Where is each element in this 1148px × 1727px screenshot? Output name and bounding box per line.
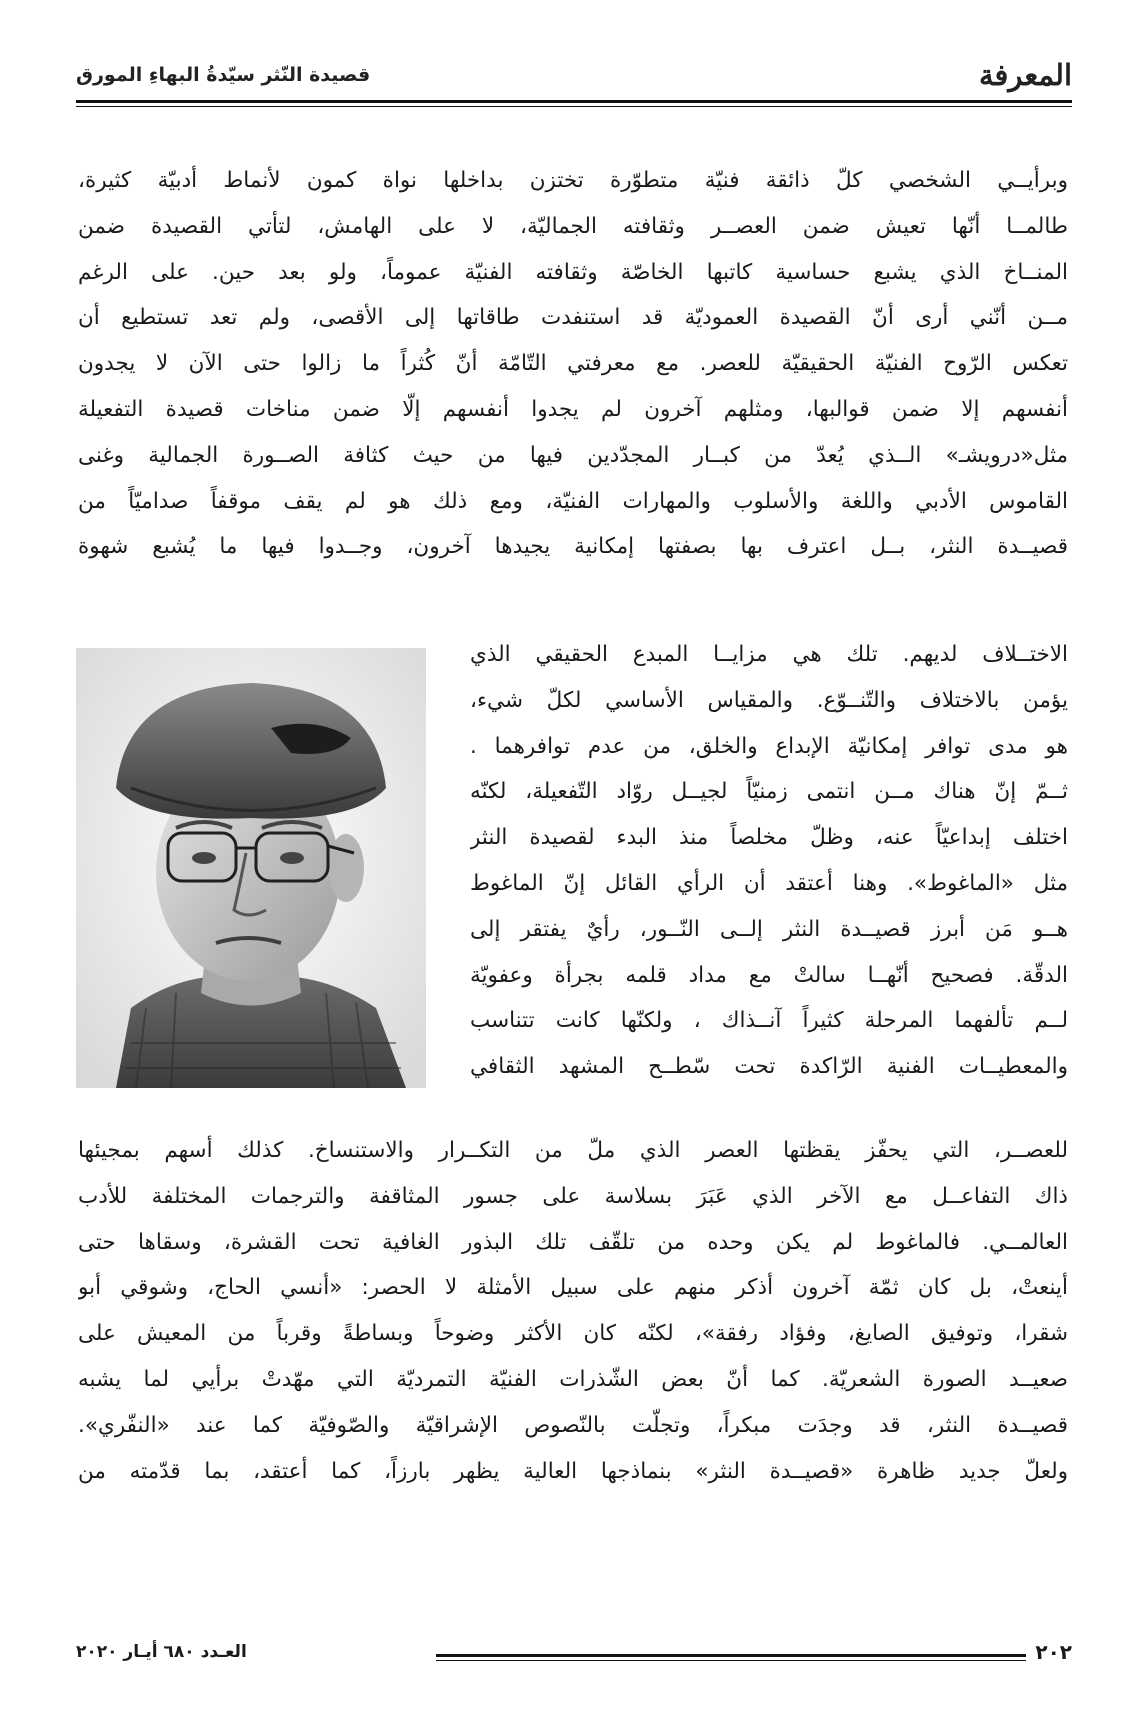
page-header: [76, 58, 1072, 104]
page-number: ٢٠٢: [1035, 1640, 1072, 1664]
text-line: قصيــدة النثر، بــل اعترف بها بصفتها إمكانية يجيدها آخرون، وجــدوا فيها ما يُشبع شهوة: [78, 534, 1068, 560]
text-line: المنــاخ الذي يشبع حساسية كاتبها الخاصّة وثقافته الفنيّة عموماً، ولو بعد حين. على الرغم: [78, 259, 1068, 285]
issue-info: العـدد ٦٨٠ أيـار ٢٠٢٠: [76, 1642, 247, 1662]
text-line: للعصــر، التي يحفّز يقظتها العصر الذي ملّ من التكــرار والاستنساخ. كذلك أسهم بمجيئها: [78, 1138, 1068, 1163]
text-line: أنفسهم إلا ضمن قوالبها، ومثلهم آخرون لم يجدوا أنفسهم إلّا ضمن مناخات قصيدة التفعيلة: [78, 396, 1068, 422]
running-title: قصيدة النّثر سيّدةُ البهاءِ المورق: [76, 64, 371, 86]
text-line: القاموس الأدبي واللغة والأسلوب والمهارات الفنيّة، ومع ذلك هو لم يقف موقفاً صداميّاً من: [78, 488, 1068, 514]
text-line: اختلف إبداعيّاً عنه، وظلّ مخلصاً منذ البدء لقصيدة النثر: [470, 825, 1068, 851]
text-line: صعيــد الصورة الشعريّة. كما أنّ بعض الشّذرات الفنيّة التمرديّة التي مهّدتْ برأيي لما يشبه: [78, 1366, 1068, 1392]
article-body-upper: [78, 158, 1068, 570]
text-line: الدقّة. فصحيح أنّهــا سالتْ مع مداد قلمه بجرأة وعفويّة: [470, 962, 1068, 988]
text-line: مثل «الماغوط». وهنا أعتقد أن الرأي القائل إنّ الماغوط: [470, 870, 1068, 896]
text-line: وبرأيــي الشخصي كلّ ذائقة فنيّة متطوّرة تختزن بداخلها نواة كمون لأنماط أدبيّة كثيرة،: [78, 168, 1068, 193]
text-line: ذاك التفاعــل مع الآخر الذي عَبَرَ بسلاسة على جسور المثاقفة والترجمات المختلفة للأدب: [78, 1183, 1068, 1209]
text-line: ولعلّ جديد ظاهرة «قصيــدة النثر» بنماذجها العالية يظهر بارزاً، كما أعتقد، بما قدّمته من: [78, 1458, 1068, 1484]
text-line: تعكس الرّوح الفنيّة الحقيقيّة للعصر. مع معرفتي التّامّة أنّ كُثراً ما زالوا حتى الآن لا يجدون: [78, 351, 1068, 377]
text-line: العالمــي. فالماغوط لم يكن وحده من تلقّف تلك البذور الغافية تحت القشرة، وسقاها حتى: [78, 1229, 1068, 1255]
page-footer: [76, 1640, 1072, 1670]
text-line: لــم تألفهما المرحلة كثيراً آنــذاك ، ولكنّها كانت تتناسب: [470, 1008, 1068, 1034]
magazine-logo: المعرفة: [978, 58, 1072, 92]
text-line: مثل«درويشـ» الــذي يُعدّ من كبــار المجدّدين فيها من حيث كثافة الصــورة الجمالية وغنى: [78, 442, 1068, 468]
footer-rule-thin: [436, 1660, 1026, 1661]
text-line: ثــمّ إنّ هناك مــن انتمى زمنيّاً لجيــل روّاد التّفعيلة، لكنّه: [470, 779, 1068, 805]
header-rule: [76, 100, 1072, 103]
footer-rule: [436, 1654, 1026, 1657]
text-line: قصيــدة النثر، قد وجدَت مبكراً، وتجلّت بالنّصوص الإشراقيّة والصّوفيّة كما عند «النفّري».: [78, 1412, 1068, 1438]
text-line: طالمــا أنّها تعيش ضمن العصــر وثقافته الجماليّة، لا على الهامش، لتأتي القصيدة ضمن: [78, 213, 1068, 239]
text-line: أينعتْ، بل كان ثمّة آخرون أذكر منهم على سبيل الأمثلة لا الحصر: «أنسي الحاج، وشوقي أبو: [78, 1275, 1068, 1301]
text-line: والمعطيــات الفنية الرّاكدة تحت سّطــح المشهد الثقافي: [470, 1054, 1068, 1080]
text-line: هو مدى توافر إمكانيّة الإبداع والخلق، من عدم توافرهما .: [470, 733, 1068, 759]
text-line: شقرا، وتوفيق الصايغ، وفؤاد رفقة»، لكنّه كان الأكثر وضوحاً وبساطةً وقرباً من المعيش على: [78, 1321, 1068, 1347]
portrait-sketch: [76, 648, 426, 1088]
text-line: الاختــلاف لديهم. تلك هي مزايــا المبدع الحقيقي الذي: [470, 642, 1068, 667]
text-line: مــن أنّني أرى أنّ القصيدة العموديّة قد استنفدت طاقاتها إلى الأقصى، ولم تعد تستطيع أن: [78, 305, 1068, 331]
text-line: يؤمن بالاختلاف والتّنــوّع. والمقياس الأساسي لكلّ شيء،: [470, 687, 1068, 713]
header-rule-thin: [76, 106, 1072, 107]
portrait-drawing: [76, 648, 426, 1088]
article-body-beside-portrait: [470, 632, 1068, 1090]
article-body-lower: [78, 1128, 1068, 1494]
text-line: هــو مَن أبرز قصيــدة النثر إلــى النّــور، رأيٌ يفتقر إلى: [470, 916, 1068, 942]
